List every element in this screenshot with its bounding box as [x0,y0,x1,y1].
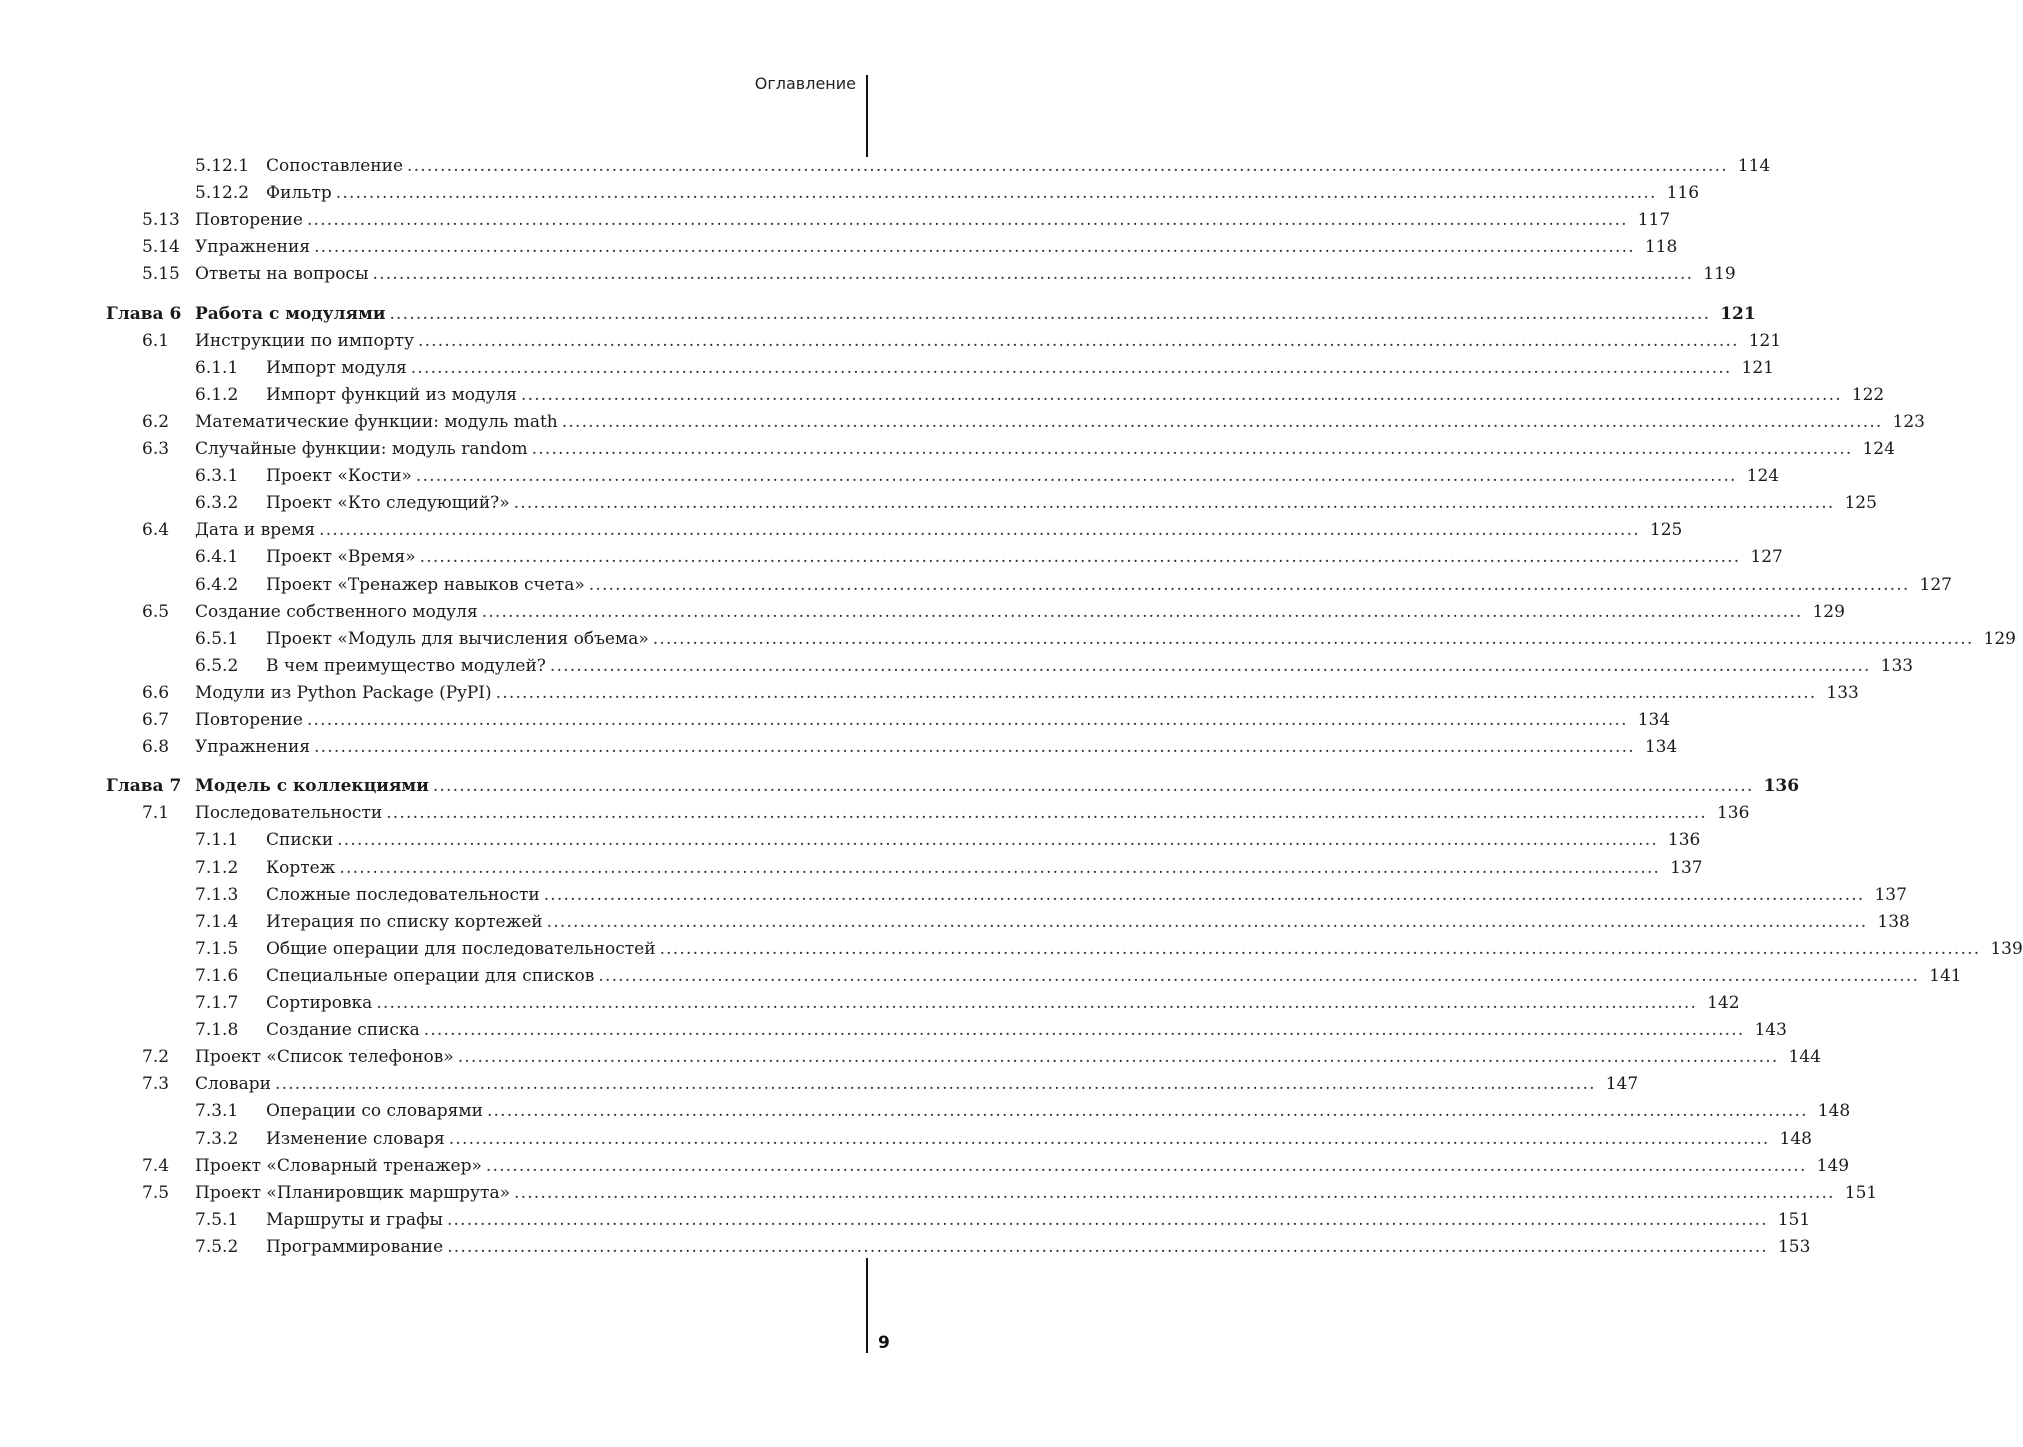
toc-entry-line [195,437,1895,461]
toc-entry-page: 114 [1737,156,1771,176]
dot-leader: ........................................................................................................................................................................................................ [410,358,1732,378]
dot-leader: ........................................................................................................................................................................................................ [419,547,1741,567]
toc-entry-line [266,654,1914,678]
toc-entry-page: 142 [1707,993,1740,1013]
toc-entry-page: 121 [1720,304,1756,324]
toc-entry[interactable] [0,181,1700,205]
toc-entry-page: 138 [1877,912,1910,932]
toc-entry-page: 151 [1844,1183,1878,1203]
dot-leader: ........................................................................................................................................................................................................ [407,156,1728,176]
toc-entry-page: 137 [1874,885,1907,905]
toc-entry-page: 136 [1763,776,1800,796]
toc-entry[interactable] [0,518,1683,542]
toc-entry-title: Сортировка [266,993,373,1013]
toc-entry-line [195,774,1800,798]
toc-entry-title: Проект «Тренажер навыков счета» [266,575,585,595]
toc-entry[interactable] [0,1099,1851,1123]
toc-entry-title: Модули из Python Package (PyPI) [195,683,492,703]
toc-entry-title: Упражнения [195,737,311,757]
dot-leader: ........................................................................................................................................................................................................ [372,264,1694,284]
toc-entry-page: 151 [1777,1210,1811,1230]
toc-entry[interactable] [0,262,1736,286]
toc-entry-line [266,491,1877,515]
toc-entry-line [195,1045,1821,1069]
toc-entry-number: 6.4 [142,520,170,540]
toc-entry-page: 134 [1637,710,1671,730]
toc-entry[interactable] [0,910,1910,934]
page-number: 9 [878,1333,890,1353]
toc-entry-number: 6.7 [142,710,170,730]
dot-leader: ........................................................................................................................................................................................................ [531,439,1853,459]
toc-entry-page: 129 [1812,602,1845,622]
dot-leader: ........................................................................................................................................................................................................ [432,776,1754,796]
toc-chapter-entry[interactable] [0,774,1800,798]
toc-entry-page: 121 [1748,331,1782,351]
dot-leader: ........................................................................................................................................................................................................ [415,466,1737,486]
toc-entry-number: 5.12.1 [195,156,250,176]
toc-entry-title: Импорт модуля [266,358,407,378]
toc-entry[interactable] [0,1018,1787,1042]
toc-entry-page: 136 [1716,803,1750,823]
toc-entry-line [266,937,2023,961]
toc-entry-title: Проект «Кто следующий?» [266,493,510,513]
toc-entry-title: Проект «Время» [266,547,416,567]
toc-entry-page: 123 [1892,412,1925,432]
toc-entry[interactable] [0,1208,1811,1232]
toc-entry[interactable] [0,356,1774,380]
toc-entry-title: Модель с коллекциями [195,776,429,796]
toc-entry-line [195,329,1782,353]
toc-entry-line [195,302,1756,326]
toc-entry-line [195,681,1859,705]
toc-entry-title: Случайные функции: модуль random [195,439,528,459]
toc-entry-title: Проект «Модуль для вычисления объема» [266,629,649,649]
toc-entry-title: Сложные последовательности [266,885,540,905]
toc-entry-number: 5.12.2 [195,183,250,203]
toc-entry-number: 7.1 [142,803,170,823]
toc-entry-title: Специальные операции для списков [266,966,595,986]
dot-leader: ........................................................................................................................................................................................................ [389,304,1711,324]
toc-entry-page: 122 [1851,385,1885,405]
toc-entry-line [266,356,1774,380]
toc-entry-page: 133 [1880,656,1914,676]
toc-entry-page: 118 [1644,237,1678,257]
toc-entry-number: 7.1.7 [195,993,239,1013]
toc-entry-title: Импорт функций из модуля [266,385,518,405]
toc-entry-line [195,208,1671,232]
dot-leader: ........................................................................................................................................................................................................ [588,575,1910,595]
toc-entry[interactable] [0,1045,1821,1069]
toc-entry-page: 119 [1703,264,1736,284]
toc-entry-number: 6.5.1 [195,629,239,649]
toc-entry-title: В чем преимущество модулей? [266,656,546,676]
toc-entry[interactable] [0,545,1783,569]
toc-entry-page: 153 [1777,1237,1811,1257]
toc-entry-line [195,1072,1639,1096]
toc-entry-title: Повторение [195,210,303,230]
toc-entry-number: 6.3 [142,439,170,459]
toc-entry-number: 6.2 [142,412,170,432]
toc-entry-number: 6.8 [142,737,170,757]
toc-entry-page: 148 [1817,1101,1851,1121]
toc-entry[interactable] [0,491,1877,515]
toc-entry-number: 6.5 [142,602,170,622]
toc-entry-line [266,464,1780,488]
toc-entry-number: 6.4.1 [195,547,239,567]
toc-entry-page: 149 [1816,1156,1850,1176]
toc-entry-line [266,573,1952,597]
toc-entry-line [195,410,1925,434]
toc-entry-page: 117 [1637,210,1671,230]
dot-leader: ........................................................................................................................................................................................................ [549,656,1871,676]
footer-rule [866,1258,868,1353]
dot-leader: ........................................................................................................................................................................................................ [543,885,1865,905]
toc-entry-number: 7.2 [142,1047,170,1067]
dot-leader: ........................................................................................................................................................................................................ [314,737,1635,757]
dot-leader: ........................................................................................................................................................................................................ [417,331,1739,351]
toc-entry[interactable] [0,1235,1811,1259]
toc-entry-line [266,964,1962,988]
toc-entry[interactable] [0,573,1952,597]
toc-entry[interactable] [0,654,1914,678]
toc-entry-page: 137 [1670,858,1703,878]
toc-entry-page: 121 [1741,358,1774,378]
toc-entry-number: 7.5 [142,1183,170,1203]
toc-entry[interactable] [0,991,1740,1015]
toc-entry-number: 6.1.1 [195,358,239,378]
toc-entry-line [195,735,1678,759]
toc-entry-page: 127 [1750,547,1783,567]
toc-entry[interactable] [0,883,1907,907]
toc-entry-line [195,518,1683,542]
toc-entry-page: 129 [1983,629,2016,649]
dot-leader: ........................................................................................................................................................................................................ [486,1101,1808,1121]
toc-entry-page: 133 [1826,683,1859,703]
toc-entry-title: Инструкции по импорту [195,331,414,351]
toc-chapter-entry[interactable] [0,302,1756,326]
toc-entry-title: Математические функции: модуль math [195,412,558,432]
toc-entry[interactable] [0,964,1962,988]
toc-entry-number: Глава 7 [106,776,182,796]
toc-entry-number: 6.1.2 [195,385,239,405]
toc-entry-title: Операции со словарями [266,1101,483,1121]
toc-entry-number: 6.3.2 [195,493,239,513]
toc-entry-line [195,235,1678,259]
toc-entry-page: 148 [1779,1129,1812,1149]
dot-leader: ........................................................................................................................................................................................................ [513,493,1835,513]
toc-entry-title: Повторение [195,710,303,730]
toc-entry-page: 134 [1644,737,1678,757]
toc-entry-line [266,1208,1811,1232]
dot-leader: ........................................................................................................................................................................................................ [495,683,1817,703]
dot-leader: ........................................................................................................................................................................................................ [306,210,1628,230]
dot-leader: ........................................................................................................................................................................................................ [274,1074,1596,1094]
toc-entry-number: 7.1.6 [195,966,239,986]
toc-entry-number: 7.4 [142,1156,170,1176]
toc-entry-number: 5.15 [142,264,180,284]
dot-leader: ........................................................................................................................................................................................................ [376,993,1698,1013]
toc-entry-page: 127 [1919,575,1952,595]
toc-entry-title: Упражнения [195,237,311,257]
toc-entry-line [266,828,1701,852]
toc-entry-title: Проект «Планировщик маршрута» [195,1183,510,1203]
toc-entry-page: 144 [1788,1047,1821,1067]
toc-entry-title: Списки [266,830,334,850]
toc-entry[interactable] [0,329,1782,353]
dot-leader: ........................................................................................................................................................................................................ [659,939,1981,959]
toc-entry-number: 7.1.1 [195,830,239,850]
toc-entry-title: Последовательности [195,803,383,823]
toc-entry-line [266,1235,1811,1259]
toc-entry[interactable] [0,735,1678,759]
toc-entry-number: Глава 6 [106,304,182,324]
toc-entry[interactable] [0,681,1859,705]
toc-entry-line [195,262,1736,286]
toc-entry[interactable] [0,1154,1850,1178]
toc-entry-line [266,856,1703,880]
toc-entry-number: 7.1.5 [195,939,239,959]
toc-entry-line [266,181,1700,205]
running-header: Оглавление [754,74,856,93]
toc-entry-page: 141 [1929,966,1962,986]
toc-entry-line [266,627,2016,651]
toc-entry-number: 7.1.2 [195,858,239,878]
toc-entry-number: 7.5.1 [195,1210,239,1230]
toc-entry-title: Фильтр [266,183,332,203]
dot-leader: ........................................................................................................................................................................................................ [319,520,1640,540]
toc-entry-page: 139 [1990,939,2023,959]
toc-entry-number: 7.5.2 [195,1237,239,1257]
toc-entry-line [195,1154,1850,1178]
toc-entry[interactable] [0,801,1750,825]
toc-entry[interactable] [0,410,1925,434]
toc-entry[interactable] [0,600,1845,624]
toc-entry[interactable] [0,464,1780,488]
toc-entry-page: 136 [1667,830,1701,850]
toc-entry[interactable] [0,154,1771,178]
toc-entry-title: Кортеж [266,858,336,878]
dot-leader: ........................................................................................................................................................................................................ [423,1020,1745,1040]
toc-entry-title: Словари [195,1074,271,1094]
toc-entry[interactable] [0,627,2016,651]
dot-leader: ........................................................................................................................................................................................................ [481,602,1803,622]
dot-leader: ........................................................................................................................................................................................................ [337,830,1658,850]
toc-entry-number: 7.3 [142,1074,170,1094]
toc-entry-title: Ответы на вопросы [195,264,369,284]
toc-entry-line [266,1127,1812,1151]
dot-leader: ........................................................................................................................................................................................................ [314,237,1635,257]
toc-entry-number: 7.1.4 [195,912,239,932]
dot-leader: ........................................................................................................................................................................................................ [339,858,1661,878]
toc-entry-title: Общие операции для последовательностей [266,939,656,959]
toc-entry-page: 143 [1754,1020,1787,1040]
toc-entry[interactable] [0,1181,1878,1205]
toc-entry-title: Дата и время [195,520,316,540]
toc-entry-number: 5.14 [142,237,180,257]
toc-entry[interactable] [0,383,1885,407]
dot-leader: ........................................................................................................................................................................................................ [561,412,1883,432]
dot-leader: ........................................................................................................................................................................................................ [446,1210,1768,1230]
toc-entry-line [266,991,1740,1015]
toc-entry-number: 6.1 [142,331,170,351]
toc-entry-line [266,383,1885,407]
toc-entry-title: Программирование [266,1237,444,1257]
toc-entry-page: 124 [1862,439,1895,459]
toc-entry-line [195,600,1845,624]
toc-entry-page: 147 [1605,1074,1639,1094]
toc-entry[interactable] [0,708,1671,732]
toc-entry-number: 7.3.2 [195,1129,239,1149]
dot-leader: ........................................................................................................................................................................................................ [513,1183,1835,1203]
toc-entry-number: 6.5.2 [195,656,239,676]
toc-entry-number: 5.13 [142,210,180,230]
toc-entry-line [266,883,1907,907]
dot-leader: ........................................................................................................................................................................................................ [485,1156,1807,1176]
toc-entry-number: 7.1.3 [195,885,239,905]
toc-entry-line [266,910,1910,934]
toc-entry[interactable] [0,828,1701,852]
toc-entry-page: 116 [1666,183,1700,203]
toc-entry-page: 125 [1649,520,1683,540]
toc-entry-number: 6.4.2 [195,575,239,595]
toc-entry-title: Проект «Кости» [266,466,412,486]
toc-entry-number: 6.3.1 [195,466,239,486]
toc-entry[interactable] [0,937,2023,961]
dot-leader: ........................................................................................................................................................................................................ [448,1129,1770,1149]
dot-leader: ........................................................................................................................................................................................................ [521,385,1842,405]
toc-entry-title: Проект «Словарный тренажер» [195,1156,482,1176]
dot-leader: ........................................................................................................................................................................................................ [652,629,1974,649]
toc-entry[interactable] [0,1072,1639,1096]
dot-leader: ........................................................................................................................................................................................................ [306,710,1628,730]
toc-entry-title: Проект «Список телефонов» [195,1047,454,1067]
toc-entry-number: 6.6 [142,683,170,703]
toc-entry-line [195,1181,1878,1205]
dot-leader: ........................................................................................................................................................................................................ [335,183,1657,203]
toc-entry-title: Маршруты и графы [266,1210,443,1230]
toc-entry-line [266,1099,1851,1123]
toc-entry-line [195,801,1750,825]
toc-entry[interactable] [0,208,1671,232]
toc-entry-title: Итерация по списку кортежей [266,912,543,932]
toc-entry-line [266,154,1771,178]
toc-entry-title: Работа с модулями [195,304,386,324]
toc-entry-page: 124 [1746,466,1780,486]
toc-entry-line [266,1018,1787,1042]
toc-entry[interactable] [0,437,1895,461]
toc-entry-page: 125 [1844,493,1877,513]
dot-leader: ........................................................................................................................................................................................................ [447,1237,1768,1257]
toc-entry-number: 7.1.8 [195,1020,239,1040]
toc-entry[interactable] [0,235,1678,259]
toc-entry[interactable] [0,1127,1812,1151]
toc-entry-title: Сопоставление [266,156,404,176]
toc-entry-line [195,708,1671,732]
toc-entry-title: Изменение словаря [266,1129,445,1149]
dot-leader: ........................................................................................................................................................................................................ [457,1047,1779,1067]
dot-leader: ........................................................................................................................................................................................................ [598,966,1920,986]
toc-entry-title: Создание списка [266,1020,420,1040]
toc-entry[interactable] [0,856,1703,880]
dot-leader: ........................................................................................................................................................................................................ [546,912,1868,932]
toc-entry-number: 7.3.1 [195,1101,239,1121]
dot-leader: ........................................................................................................................................................................................................ [386,803,1707,823]
toc-entry-title: Создание собственного модуля [195,602,478,622]
toc-entry-line [266,545,1783,569]
